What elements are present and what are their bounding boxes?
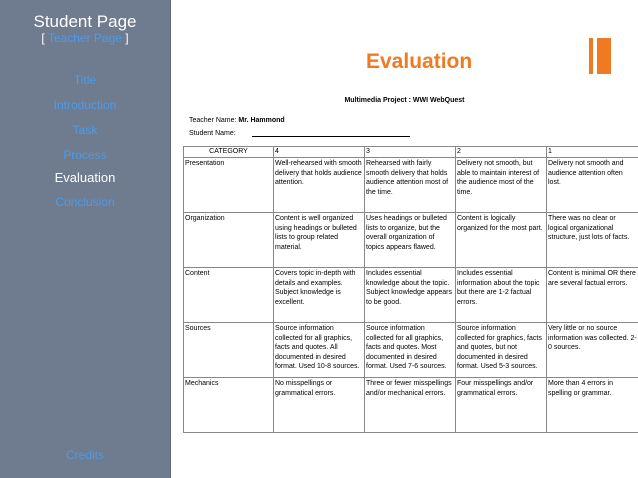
table-cell: Rehearsed with fairly smooth delivery that holds audience attention most of the time. — [365, 158, 456, 213]
table-cell: Well-rehearsed with smooth delivery that holds audience attention. — [274, 158, 365, 213]
student-name-line — [189, 128, 410, 137]
table-cell: There was no clear or logical organizational structure, just lots of facts. — [547, 213, 638, 268]
sidebar — [0, 0, 171, 478]
table-row — [184, 323, 638, 378]
table-cell: Source information collected for graphics, facts and quotes, but not documented in desired format. Used 5-3 sources. — [456, 323, 547, 378]
table-row — [184, 378, 638, 433]
table-cell: Includes essential information about the topic but there are 1-2 factual errors. — [456, 268, 547, 323]
rubric-table — [183, 146, 638, 433]
table-cell: Uses headings or bulleted lists to organize, but the overall organization of topics appears flawed. — [365, 213, 456, 268]
page-title: Evaluation — [366, 50, 473, 73]
decorative-bar-thin — [589, 38, 593, 74]
table-cell: Covers topic in-depth with details and examples. Subject knowledge is excellent. — [274, 268, 365, 323]
nav-item-conclusion[interactable]: Conclusion — [55, 195, 115, 209]
row-category: Mechanics — [184, 378, 274, 433]
teacher-name-line — [189, 117, 285, 124]
teacher-page-link-row — [0, 31, 170, 45]
nav-item-introduction[interactable]: Introduction — [53, 98, 117, 112]
bracket-open: [ — [41, 31, 45, 45]
nav-item-process[interactable]: Process — [63, 148, 107, 162]
table-cell: Content is logically organized for the most part. — [456, 213, 547, 268]
table-cell: Delivery not smooth and audience attention often lost. — [547, 158, 638, 213]
nav-item-title[interactable]: Title — [73, 73, 97, 87]
table-cell: Source information collected for all graphics, facts and quotes. All documented in desired format. Used 10-8 sources. — [274, 323, 365, 378]
main-content — [171, 0, 638, 478]
teacher-name-value: Mr. Hammond — [238, 117, 285, 124]
column-header-4: 4 — [274, 147, 365, 158]
column-header-1: 1 — [547, 147, 638, 158]
teacher-page-link[interactable]: Teacher Page — [47, 31, 122, 45]
column-header-3: 3 — [365, 147, 456, 158]
site-title: Student Page — [33, 12, 137, 31]
row-category: Organization — [184, 213, 274, 268]
column-header-2: 2 — [456, 147, 547, 158]
table-row — [184, 158, 638, 213]
nav-item-evaluation[interactable]: Evaluation — [54, 170, 116, 185]
bracket-close: ] — [125, 31, 129, 45]
column-header-category: CATEGORY — [184, 147, 274, 158]
decorative-bar-thick — [597, 38, 611, 74]
table-cell: Content is minimal OR there are several factual errors. — [547, 268, 638, 323]
table-cell: Very little or no source information was collected. 2-0 sources. — [547, 323, 638, 378]
nav-item-credits[interactable]: Credits — [65, 448, 104, 462]
document-heading: Multimedia Project : WWI WebQuest — [344, 97, 465, 104]
row-category: Content — [184, 268, 274, 323]
table-cell: Delivery not smooth, but able to maintain interest of the audience most of the time. — [456, 158, 547, 213]
teacher-name-label: Teacher Name: — [189, 117, 237, 124]
table-cell: Four misspellings and/or grammatical errors. — [456, 378, 547, 433]
nav-item-task[interactable]: Task — [72, 123, 98, 137]
table-row — [184, 213, 638, 268]
table-header-row — [184, 147, 638, 158]
table-cell: More than 4 errors in spelling or grammar. — [547, 378, 638, 433]
student-name-blank — [252, 128, 410, 137]
table-cell: Includes essential knowledge about the topic. Subject knowledge appears to be good. — [365, 268, 456, 323]
table-cell: Three or fewer misspellings and/or mechanical errors. — [365, 378, 456, 433]
table-cell: Source information collected for all graphics, facts and quotes. Most documented in desired format. Used 7-6 sources. — [365, 323, 456, 378]
table-cell: No misspellings or grammatical errors. — [274, 378, 365, 433]
row-category: Sources — [184, 323, 274, 378]
row-category: Presentation — [184, 158, 274, 213]
student-name-label: Student Name: — [189, 130, 236, 137]
table-row — [184, 268, 638, 323]
table-cell: Content is well organized using headings or bulleted lists to group related material. — [274, 213, 365, 268]
